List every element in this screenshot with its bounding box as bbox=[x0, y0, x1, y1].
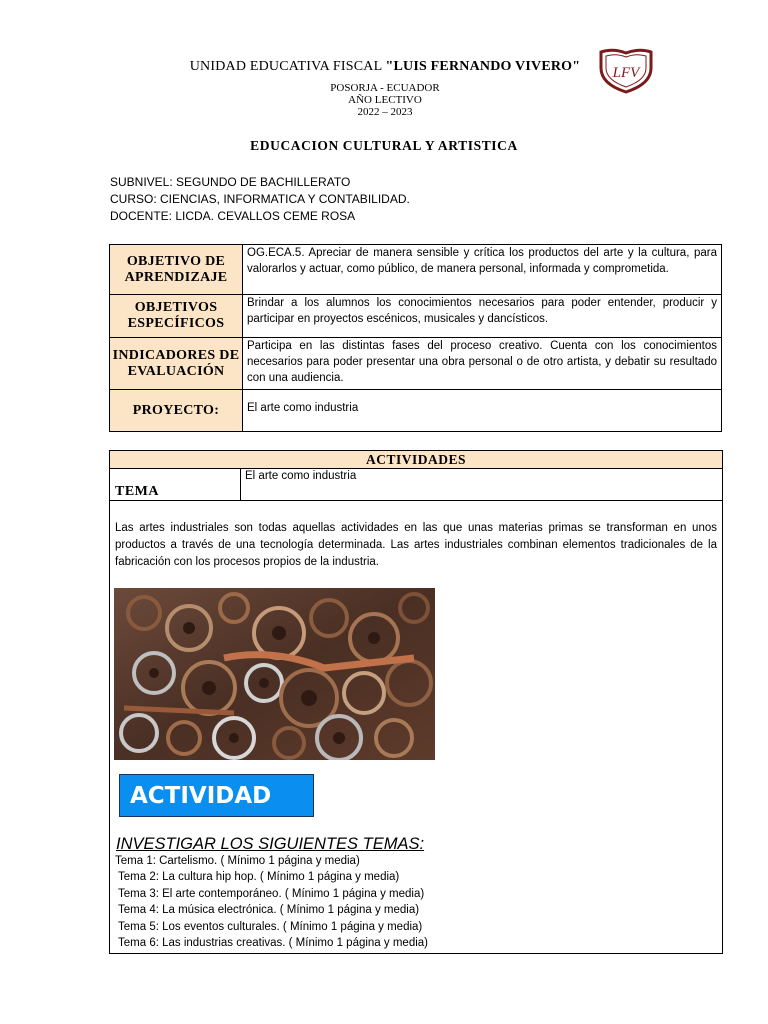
topic-item: Tema 4: La música electrónica. ( Mínimo 1 página y media) bbox=[118, 904, 420, 916]
info-docente: DOCENTE: LICDA. CEVALLOS CEME ROSA bbox=[110, 209, 356, 223]
industrial-scrap-image bbox=[114, 588, 435, 760]
objective-value: OG.ECA.5. Apreciar de manera sensible y crítica los productos del arte y la cultura, para valorarlos y actuar, como público, de manera personal, informada y comprometida. bbox=[243, 245, 722, 295]
specific-objectives-value: Brindar a los alumnos los conocimientos necesarios para poder entender, producir y participar en proyectos escénicos, musicales y dancísticos. bbox=[243, 295, 722, 338]
topic-item: Tema 3: El arte contemporáneo. ( Mínimo 1 página y media) bbox=[118, 888, 425, 900]
tema-label: TEMA bbox=[115, 484, 159, 499]
project-label: PROYECTO: bbox=[110, 390, 243, 432]
topic-item: Tema 1: Cartelismo. ( Mínimo 1 página y media) bbox=[115, 855, 360, 867]
specific-objectives-label: OBJETIVOS ESPECÍFICOS bbox=[110, 295, 243, 338]
tema-divider bbox=[240, 469, 241, 500]
school-prefix: UNIDAD EDUCATIVA FISCAL bbox=[189, 59, 386, 74]
info-subnivel: SUBNIVEL: SEGUNDO DE BACHILLERATO bbox=[110, 175, 351, 189]
indicators-row bbox=[110, 338, 722, 390]
school-logo bbox=[597, 46, 655, 94]
topic-item: Tema 6: Las industrias creativas. ( Mínimo 1 página y media) bbox=[118, 937, 428, 949]
intro-paragraph: Las artes industriales son todas aquellas actividades en las que unas materias primas se transforman en unos productos a través de una tecnología determinada. Las artes industriales combinan elementos tradicionales de la fabricación con los procesos propios de la industria. bbox=[115, 522, 717, 568]
school-location: POSORJA - ECUADOR bbox=[330, 82, 440, 94]
topic-item: Tema 5: Los eventos culturales. ( Mínimo 1 página y media) bbox=[118, 921, 423, 933]
info-curso: CURSO: CIENCIAS, INFORMATICA Y CONTABILIDAD. bbox=[110, 192, 410, 206]
objectives-table bbox=[109, 244, 722, 432]
investigate-title: INVESTIGAR LOS SIGUIENTES TEMAS: bbox=[116, 835, 425, 853]
indicators-value: Participa en las distintas fases del proceso creativo. Cuenta con los conocimientos necesarios para poder presentar una obra personal o de otro artista, y debatir su resultado con una audiencia. bbox=[243, 338, 722, 390]
school-name-bold: "LUIS FERNANDO VIVERO" bbox=[385, 59, 581, 74]
school-year: 2022 – 2023 bbox=[357, 106, 413, 118]
objective-label: OBJETIVO DE APRENDIZAJE bbox=[110, 245, 243, 295]
activity-badge: ACTIVIDAD bbox=[119, 774, 314, 817]
project-row bbox=[110, 390, 722, 432]
school-year-label: AÑO LECTIVO bbox=[348, 94, 422, 106]
indicators-label: INDICADORES DE EVALUACIÓN bbox=[110, 338, 243, 390]
tema-row bbox=[110, 469, 722, 501]
activities-box bbox=[109, 450, 723, 954]
subject-title: EDUCACION CULTURAL Y ARTISTICA bbox=[250, 138, 518, 153]
activities-heading: ACTIVIDADES bbox=[110, 451, 722, 469]
topic-item: Tema 2: La cultura hip hop. ( Mínimo 1 página y media) bbox=[118, 871, 400, 883]
school-name bbox=[160, 59, 610, 75]
objective-row bbox=[110, 245, 722, 295]
specific-objectives-row bbox=[110, 295, 722, 338]
project-value: El arte como industria bbox=[243, 390, 722, 432]
logo-letters: LFV bbox=[612, 65, 640, 81]
tema-value: El arte como industria bbox=[245, 470, 357, 482]
